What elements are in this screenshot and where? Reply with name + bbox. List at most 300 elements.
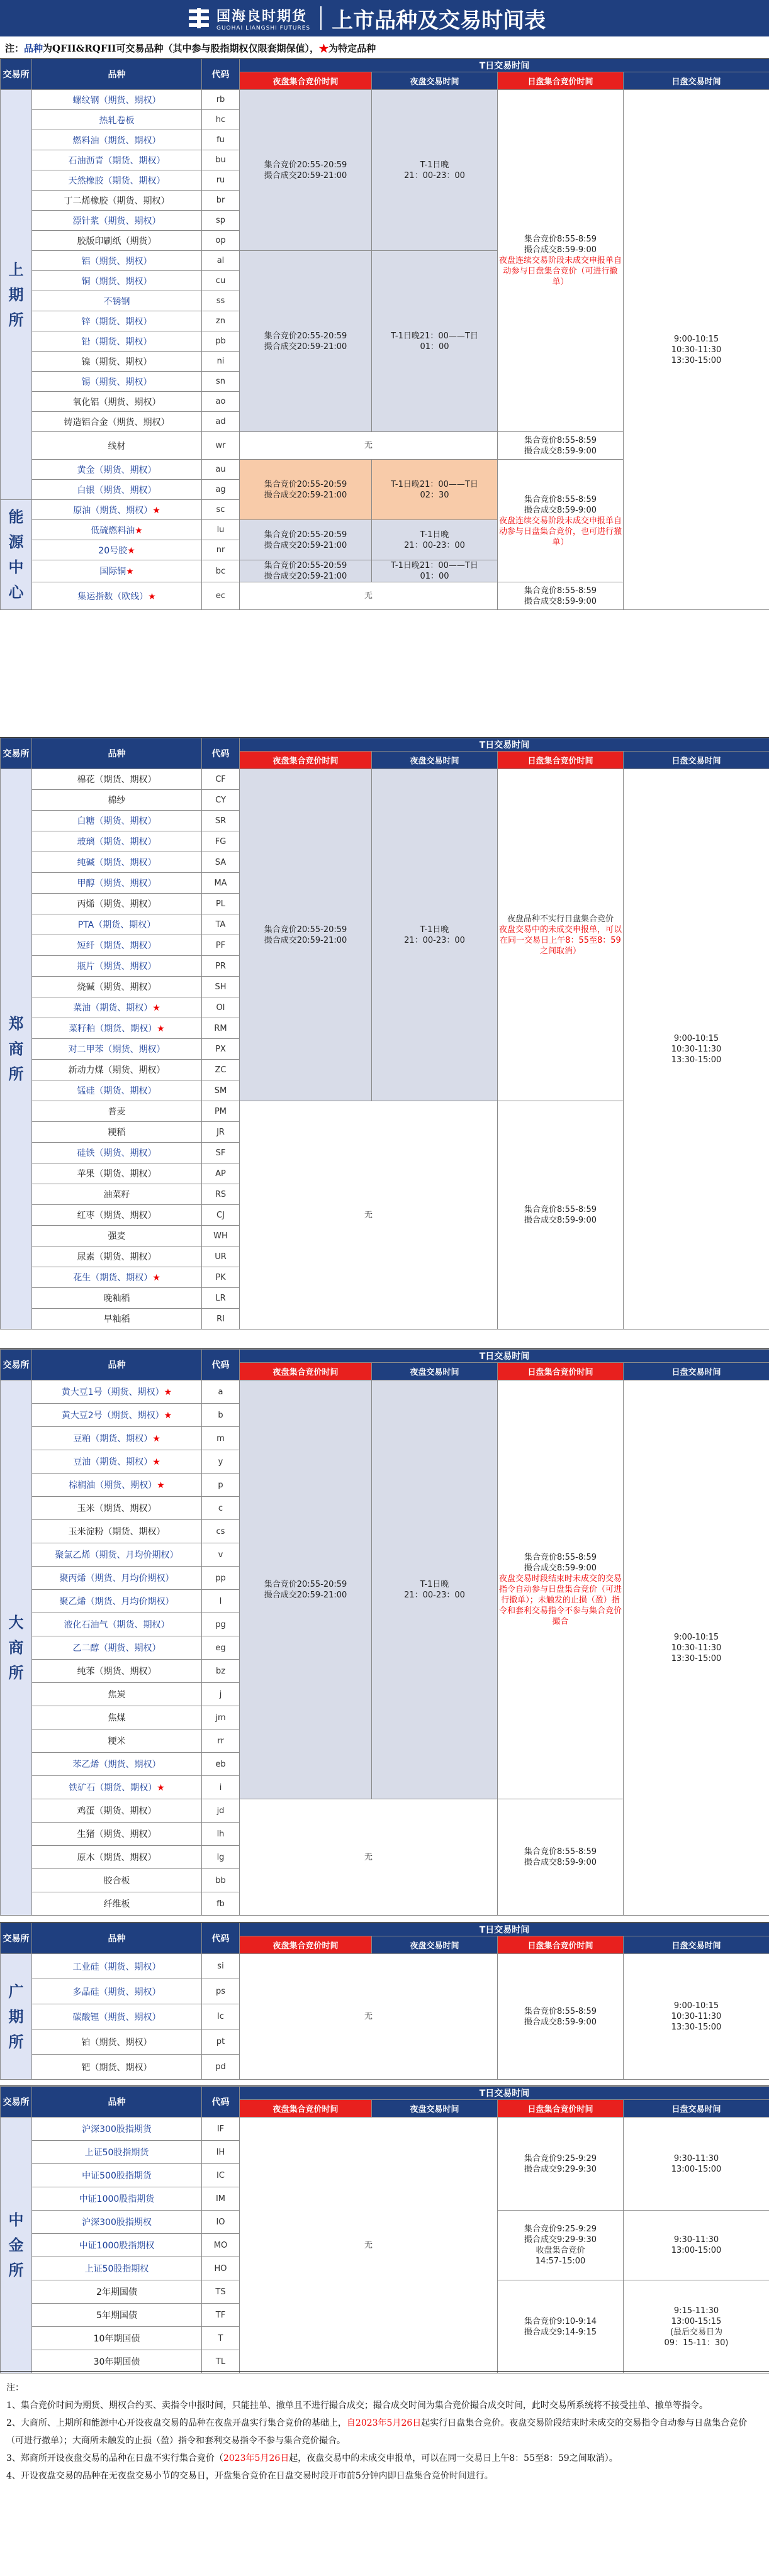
product-code: IM — [202, 2187, 240, 2211]
special-star: ★ — [135, 525, 143, 536]
product-code: UR — [202, 1246, 240, 1267]
day-trade-cell: 9:00-10:15 10:30-11:30 13:30-15:00 — [624, 769, 769, 1330]
day-trade-cell: 9:00-10:15 10:30-11:30 13:30-15:00 — [624, 1954, 769, 2080]
product-name: 纯苯（期货、期权） — [32, 1660, 202, 1683]
product-code: bb — [202, 1869, 240, 1892]
product-name: 甲醇（期货、期权） — [32, 873, 202, 894]
table-row — [1, 1954, 769, 1979]
product-code: RM — [202, 1018, 240, 1039]
column-night-auction: 夜盘集合竞价时间 — [240, 72, 372, 90]
product-name: 玉米淀粉（期货、期权） — [32, 1520, 202, 1543]
special-star: ★ — [127, 545, 135, 556]
product-name: 铜（期货、期权） — [32, 271, 202, 291]
product-code: y — [202, 1450, 240, 1474]
product-name: 强麦 — [32, 1226, 202, 1246]
night-trade-cell: T-1日晚 21：00-23：00 — [372, 769, 498, 1101]
special-star: ★ — [126, 567, 134, 577]
footnote-3-a: 3、郑商所开设夜盘交易的品种在日盘不实行集合竞价（ — [6, 2453, 223, 2463]
product-name: 铝（期货、期权） — [32, 251, 202, 271]
product-name: 沪深300股指期货 — [32, 2118, 202, 2141]
product-code: fu — [202, 130, 240, 150]
product-name: 棉纱 — [32, 790, 202, 811]
product-code: sn — [202, 372, 240, 392]
product-name: 生猪（期货、期权） — [32, 1823, 202, 1846]
day-auction-cell: 集合竞价8:55-8:59 撮合成交8:59-9:00 夜盘连续交易阶段未成交申报单自动参与日盘集合竞价（可进行撤单） — [498, 90, 624, 432]
special-star: ★ — [164, 1387, 172, 1397]
product-code: RI — [202, 1309, 240, 1330]
day-auction-cell: 集合竞价8:55-8:59 撮合成交8:59-9:00 — [498, 1799, 624, 1916]
product-code: c — [202, 1497, 240, 1520]
product-code: PR — [202, 956, 240, 977]
product-code: JR — [202, 1122, 240, 1143]
product-name: 菜油（期货、期权）★ — [32, 997, 202, 1018]
product-name: 玻璃（期货、期权） — [32, 831, 202, 852]
product-code: CF — [202, 769, 240, 790]
product-name: 白糖（期货、期权） — [32, 811, 202, 831]
note-text-1: 为QFII&RQFII可交易品种（其中参与股指期权仅限套期保值）， — [43, 43, 320, 54]
night-auction-cell: 集合竞价20:55-20:59 撮合成交20:59-21:00 — [240, 90, 372, 251]
footnote-4: 4、开设夜盘交易的品种在无夜盘交易小节的交易日，开盘集合竞价在日盘交易时段开市前5分钟内即日盘集合竞价时间进行。 — [6, 2471, 493, 2481]
column-t-day: T日交易时间 — [240, 2087, 769, 2100]
logo-chinese-name: 国海良时期货 — [216, 8, 308, 25]
column-day-trade: 日盘交易时间 — [624, 72, 769, 90]
footnote-label: 注： — [6, 2383, 24, 2393]
product-code: CJ — [202, 1205, 240, 1226]
special-star: ★ — [152, 1273, 160, 1283]
day-auction-cell: 集合竞价9:25-9:29 撮合成交9:29-9:30 — [498, 2118, 624, 2211]
special-star: ★ — [157, 1783, 165, 1793]
column-product: 品种 — [32, 59, 202, 90]
note-prefix: 注： — [5, 43, 25, 54]
table-dce — [0, 1349, 769, 1916]
product-name: 晚籼稻 — [32, 1288, 202, 1309]
product-name: 镍（期货、期权） — [32, 352, 202, 372]
product-code: sp — [202, 211, 240, 231]
column-exchange: 交易所 — [1, 1350, 32, 1380]
footnote-2-b: 起实行日盘集合竞价。夜盘交易阶段结束时未成交的交易指令自动参与日盘集合竞价（可进行撤单）；大商所未触发的止损（盈）指令和套利交易指令不参与集合竞价撮合。 — [6, 2418, 748, 2446]
product-code: b — [202, 1404, 240, 1427]
product-code: op — [202, 231, 240, 251]
table-shfe — [0, 58, 769, 610]
logo-english-name: GUOHAI LIANGSHI FUTURES — [216, 25, 311, 31]
special-star: ★ — [152, 505, 160, 516]
column-exchange: 交易所 — [1, 2087, 32, 2118]
product-name: 聚丙烯（期货、月均价期权） — [32, 1567, 202, 1590]
product-code: ZC — [202, 1060, 240, 1080]
column-code: 代码 — [202, 738, 240, 769]
product-name: 漂针浆（期货、期权） — [32, 211, 202, 231]
night-none-cell: 无 — [240, 582, 498, 610]
product-code: SR — [202, 811, 240, 831]
product-name: 集运指数（欧线）★ — [32, 582, 202, 610]
product-name: 对二甲苯（期货、期权） — [32, 1039, 202, 1060]
product-code: TF — [202, 2304, 240, 2327]
product-name: 新动力煤（期货、期权） — [32, 1060, 202, 1080]
product-name: 多晶硅（期货、期权） — [32, 1979, 202, 2004]
day-auction-cell: 集合竞价9:10-9:14 撮合成交9:14-9:15 — [498, 2280, 624, 2373]
product-name: 丙烯（期货、期权） — [32, 894, 202, 914]
column-t-day: T日交易时间 — [240, 738, 769, 752]
footnote-3 — [6, 2450, 763, 2467]
night-auction-cell: 集合竞价20:55-20:59 撮合成交20:59-21:00 — [240, 769, 372, 1101]
product-name: 液化石油气（期货、期权） — [32, 1613, 202, 1636]
product-code: IC — [202, 2164, 240, 2187]
column-code: 代码 — [202, 2087, 240, 2118]
product-code: MO — [202, 2234, 240, 2257]
day-auction-cell: 集合竞价8:55-8:59 撮合成交8:59-9:00 — [498, 582, 624, 610]
product-name: 10年期国债 — [32, 2327, 202, 2350]
column-product: 品种 — [32, 738, 202, 769]
night-none-cell: 无 — [240, 432, 498, 460]
product-name: 铂（期货、期权） — [32, 2029, 202, 2055]
exchange-ine: 能 源 中 心 — [1, 500, 32, 610]
product-name: 20号胶★ — [32, 540, 202, 560]
header-row-1 — [1, 1350, 769, 1363]
logo-mark-icon — [186, 6, 211, 31]
product-code: CY — [202, 790, 240, 811]
product-name: 短纤（期货、期权） — [32, 935, 202, 956]
header-divider — [320, 6, 322, 30]
product-name: 锌（期货、期权） — [32, 311, 202, 331]
product-code: PX — [202, 1039, 240, 1060]
product-code: hc — [202, 110, 240, 130]
product-name: 玉米（期货、期权） — [32, 1497, 202, 1520]
header-row-1 — [1, 738, 769, 752]
night-auction-cell: 集合竞价20:55-20:59 撮合成交20:59-21:00 — [240, 520, 372, 560]
product-code: eg — [202, 1636, 240, 1660]
product-name: 焦煤 — [32, 1706, 202, 1729]
product-code: cs — [202, 1520, 240, 1543]
product-code: pt — [202, 2029, 240, 2055]
product-name: 热轧卷板 — [32, 110, 202, 130]
product-code: pd — [202, 2055, 240, 2080]
product-code: ad — [202, 412, 240, 432]
product-name: 棕榈油（期货、期权）★ — [32, 1474, 202, 1497]
product-code: i — [202, 1776, 240, 1799]
product-name: 丁二烯橡胶（期货、期权） — [32, 191, 202, 211]
product-name: PTA（期货、期权） — [32, 914, 202, 935]
column-day-auction: 日盘集合竞价时间 — [498, 1936, 624, 1954]
product-code: ag — [202, 480, 240, 500]
column-night-auction: 夜盘集合竞价时间 — [240, 1936, 372, 1954]
night-none-cell: 无 — [240, 1799, 498, 1916]
product-code: HO — [202, 2257, 240, 2280]
footnote-2-a: 2、大商所、上期所和能源中心开设夜盘交易的品种在夜盘开盘实行集合竞价的基础上， — [6, 2418, 347, 2428]
product-code: lh — [202, 1823, 240, 1846]
product-code: rb — [202, 90, 240, 110]
legend-note — [0, 36, 769, 58]
night-trade-cell: T-1日晚21：00——T日 01：00 — [372, 251, 498, 432]
note-star: ★ — [319, 43, 329, 54]
product-name: 普麦 — [32, 1101, 202, 1122]
product-name: 黄大豆2号（期货、期权）★ — [32, 1404, 202, 1427]
product-code: T — [202, 2327, 240, 2350]
product-name: 白银（期货、期权） — [32, 480, 202, 500]
product-name: 烧碱（期货、期权） — [32, 977, 202, 997]
product-name: 粳米 — [32, 1729, 202, 1753]
product-code: jm — [202, 1706, 240, 1729]
night-trade-cell: T-1日晚 21：00-23：00 — [372, 1380, 498, 1799]
product-code: SA — [202, 852, 240, 873]
table-czce — [0, 738, 769, 1330]
column-day-auction: 日盘集合竞价时间 — [498, 2100, 624, 2118]
header-bar — [0, 0, 769, 36]
product-code: rr — [202, 1729, 240, 1753]
product-code: cu — [202, 271, 240, 291]
product-code: MA — [202, 873, 240, 894]
day-auction-note: 夜盘交易中的未成交申报单，可以在同一交易日上午8：55至8：59之间取消） — [498, 924, 622, 956]
product-code: j — [202, 1683, 240, 1706]
column-product: 品种 — [32, 1923, 202, 1954]
product-name: 中证500股指期货 — [32, 2164, 202, 2187]
footnote-3-date: 2023年5月26日 — [223, 2453, 289, 2463]
table-row — [1, 769, 769, 790]
product-name: 2年期国债 — [32, 2280, 202, 2304]
product-name: 铅（期货、期权） — [32, 331, 202, 352]
column-day-auction: 日盘集合竞价时间 — [498, 752, 624, 769]
column-code: 代码 — [202, 59, 240, 90]
night-none-cell: 无 — [240, 1101, 498, 1330]
company-logo — [186, 6, 310, 31]
product-code: AP — [202, 1163, 240, 1184]
night-auction-cell: 集合竞价20:55-20:59 撮合成交20:59-21:00 — [240, 1380, 372, 1799]
product-code: WH — [202, 1226, 240, 1246]
special-star: ★ — [152, 1003, 160, 1013]
product-code: pb — [202, 331, 240, 352]
night-none-cell: 无 — [240, 1954, 498, 2080]
product-code: lc — [202, 2004, 240, 2029]
column-code: 代码 — [202, 1350, 240, 1380]
product-name: 硅铁（期货、期权） — [32, 1143, 202, 1163]
product-code: IO — [202, 2211, 240, 2234]
section-gfex — [0, 1922, 769, 2080]
product-name: 氧化铝（期货、期权） — [32, 392, 202, 412]
column-night-auction: 夜盘集合竞价时间 — [240, 2100, 372, 2118]
product-code: bz — [202, 1660, 240, 1683]
product-code: a — [202, 1380, 240, 1404]
product-code: PK — [202, 1267, 240, 1288]
product-code: sc — [202, 500, 240, 520]
product-code: v — [202, 1543, 240, 1567]
night-trade-cell: T-1日晚21：00——T日 01：00 — [372, 560, 498, 582]
product-name: 聚氯乙烯（期货、月均价期权） — [32, 1543, 202, 1567]
special-star: ★ — [157, 1024, 165, 1034]
product-code: PF — [202, 935, 240, 956]
day-trade-cell: 9:00-10:15 10:30-11:30 13:30-15:00 — [624, 90, 769, 610]
product-name: 5年期国债 — [32, 2304, 202, 2327]
product-code: PL — [202, 894, 240, 914]
product-name: 螺纹钢（期货、期权） — [32, 90, 202, 110]
footnote-2-date: 自2023年5月26日 — [346, 2418, 422, 2428]
product-code: RS — [202, 1184, 240, 1205]
product-code: ps — [202, 1979, 240, 2004]
night-trade-cell: T-1日晚 21：00-23：00 — [372, 520, 498, 560]
product-name: 锡（期货、期权） — [32, 372, 202, 392]
column-night-trade: 夜盘交易时间 — [372, 2100, 498, 2118]
night-auction-cell: 集合竞价20:55-20:59 撮合成交20:59-21:00 — [240, 460, 372, 520]
product-code: al — [202, 251, 240, 271]
column-day-trade: 日盘交易时间 — [624, 1363, 769, 1380]
product-name: 中证1000股指期货 — [32, 2187, 202, 2211]
product-code: ss — [202, 291, 240, 311]
product-name: 胶版印刷纸（期货） — [32, 231, 202, 251]
night-trade-cell: T-1日晚21：00——T日 02：30 — [372, 460, 498, 520]
night-auction-cell: 集合竞价20:55-20:59 撮合成交20:59-21:00 — [240, 560, 372, 582]
product-code: eb — [202, 1753, 240, 1776]
exchange-cffex: 中 金 所 — [1, 2118, 32, 2373]
product-code: ao — [202, 392, 240, 412]
product-name: 石油沥青（期货、期权） — [32, 150, 202, 170]
product-code: PM — [202, 1101, 240, 1122]
column-night-trade: 夜盘交易时间 — [372, 72, 498, 90]
day-auction-cell: 夜盘品种不实行日盘集合竞价 夜盘交易中的未成交申报单，可以在同一交易日上午8：55至8：59之间取消） — [498, 769, 624, 1101]
product-name: 粳稻 — [32, 1122, 202, 1143]
column-exchange: 交易所 — [1, 1923, 32, 1954]
column-exchange: 交易所 — [1, 59, 32, 90]
special-star: ★ — [148, 591, 156, 602]
table-row — [1, 90, 769, 110]
product-name: 红枣（期货、期权） — [32, 1205, 202, 1226]
day-auction-cell: 集合竞价8:55-8:59 撮合成交8:59-9:00 — [498, 432, 624, 460]
section-shfe — [0, 58, 769, 610]
product-name: 天然橡胶（期货、期权） — [32, 170, 202, 191]
section-dce — [0, 1348, 769, 1916]
product-name: 低硫燃料油★ — [32, 520, 202, 540]
day-trade-cell: 9:15-11:30 13:00-15:15 (最后交易日为 09：15-11：30) — [624, 2280, 769, 2373]
header-row-1 — [1, 1923, 769, 1936]
table-row — [1, 2118, 769, 2141]
column-day-trade: 日盘交易时间 — [624, 2100, 769, 2118]
product-name: 豆油（期货、期权）★ — [32, 1450, 202, 1474]
column-night-auction: 夜盘集合竞价时间 — [240, 752, 372, 769]
section-cffex — [0, 2085, 769, 2373]
table-gfex — [0, 1923, 769, 2080]
product-code: wr — [202, 432, 240, 460]
product-name: 碳酸锂（期货、期权） — [32, 2004, 202, 2029]
day-auction-cell: 集合竞价8:55-8:59 撮合成交8:59-9:00 夜盘交易时段结束时未成交的交易指令自动参与日盘集合竞价（可进行撤单）；未触发的止损（盈）指令和套利交易指令不参与集合竞价撮合 — [498, 1380, 624, 1799]
product-name: 苯乙烯（期货、期权） — [32, 1753, 202, 1776]
product-code: IH — [202, 2141, 240, 2164]
product-name: 黄大豆1号（期货、期权）★ — [32, 1380, 202, 1404]
product-name: 早籼稻 — [32, 1309, 202, 1330]
column-t-day: T日交易时间 — [240, 1923, 769, 1936]
product-code: SF — [202, 1143, 240, 1163]
column-code: 代码 — [202, 1923, 240, 1954]
exchange-shfe: 上 期 所 — [1, 90, 32, 500]
product-name: 瓶片（期货、期权） — [32, 956, 202, 977]
special-star: ★ — [157, 1480, 165, 1491]
product-code: SH — [202, 977, 240, 997]
product-code: TA — [202, 914, 240, 935]
product-code: TS — [202, 2280, 240, 2304]
day-auction-note: 夜盘连续交易阶段未成交申报单自动参与日盘集合竞价，也可进行撤单） — [498, 516, 622, 547]
night-trade-cell: T-1日晚 21：00-23：00 — [372, 90, 498, 251]
day-auction-cell: 集合竞价8:55-8:59 撮合成交8:59-9:00 — [498, 1954, 624, 2080]
product-name: 胶合板 — [32, 1869, 202, 1892]
table-row — [1, 1380, 769, 1404]
day-auction-cell: 集合竞价8:55-8:59 撮合成交8:59-9:00 夜盘连续交易阶段未成交申报单自动参与日盘集合竞价，也可进行撤单） — [498, 460, 624, 582]
product-name: 焦炭 — [32, 1683, 202, 1706]
product-code: SM — [202, 1080, 240, 1101]
product-name: 纯碱（期货、期权） — [32, 852, 202, 873]
column-day-trade: 日盘交易时间 — [624, 1936, 769, 1954]
day-auction-note: 夜盘连续交易阶段未成交申报单自动参与日盘集合竞价（可进行撤单） — [498, 256, 622, 287]
special-star: ★ — [164, 1411, 172, 1421]
day-auction-note: 夜盘交易时段结束时未成交的交易指令自动参与日盘集合竞价（可进行撤单）；未触发的止损（盈）指令和套利交易指令不参与集合竞价撮合 — [498, 1574, 622, 1626]
product-code: ru — [202, 170, 240, 191]
column-product: 品种 — [32, 1350, 202, 1380]
section-czce — [0, 737, 769, 1330]
product-name: 原木（期货、期权） — [32, 1846, 202, 1869]
product-code: nr — [202, 540, 240, 560]
product-name: 上证50股指期货 — [32, 2141, 202, 2164]
product-name: 燃料油（期货、期权） — [32, 130, 202, 150]
product-name: 油菜籽 — [32, 1184, 202, 1205]
day-trade-cell: 9:30-11:30 13:00-15:00 — [624, 2118, 769, 2211]
special-star: ★ — [152, 1434, 160, 1444]
header-row-1 — [1, 59, 769, 72]
product-name: 中证1000股指期权 — [32, 2234, 202, 2257]
product-code: p — [202, 1474, 240, 1497]
product-name: 棉花（期货、期权） — [32, 769, 202, 790]
product-name: 苹果（期货、期权） — [32, 1163, 202, 1184]
product-code: IF — [202, 2118, 240, 2141]
column-exchange: 交易所 — [1, 738, 32, 769]
product-code: m — [202, 1427, 240, 1450]
exchange-gfex: 广 期 所 — [1, 1954, 32, 2080]
product-code: bu — [202, 150, 240, 170]
product-name: 纤维板 — [32, 1892, 202, 1916]
product-code: pp — [202, 1567, 240, 1590]
product-code: ni — [202, 352, 240, 372]
product-name: 不锈钢 — [32, 291, 202, 311]
product-code: au — [202, 460, 240, 480]
product-code: ec — [202, 582, 240, 610]
column-night-trade: 夜盘交易时间 — [372, 1363, 498, 1380]
product-name: 锰硅（期货、期权） — [32, 1080, 202, 1101]
day-trade-cell: 9:30-11:30 13:00-15:00 — [624, 2211, 769, 2280]
product-code: pg — [202, 1613, 240, 1636]
product-name: 豆粕（期货、期权）★ — [32, 1427, 202, 1450]
product-name: 上证50股指期权 — [32, 2257, 202, 2280]
product-name: 黄金（期货、期权） — [32, 460, 202, 480]
product-name: 钯（期货、期权） — [32, 2055, 202, 2080]
product-name: 尿素（期货、期权） — [32, 1246, 202, 1267]
table-cffex — [0, 2086, 769, 2373]
day-auction-cell: 集合竞价8:55-8:59 撮合成交8:59-9:00 — [498, 1101, 624, 1330]
footnotes — [0, 2371, 769, 2576]
exchange-dce: 大 商 所 — [1, 1380, 32, 1916]
product-name: 30年期国债 — [32, 2350, 202, 2373]
product-name: 线材 — [32, 432, 202, 460]
column-night-trade: 夜盘交易时间 — [372, 752, 498, 769]
product-code: fb — [202, 1892, 240, 1916]
product-code: bc — [202, 560, 240, 582]
column-day-auction: 日盘集合竞价时间 — [498, 1363, 624, 1380]
column-t-day: T日交易时间 — [240, 1350, 769, 1363]
product-code: l — [202, 1590, 240, 1613]
note-highlight: 品种 — [24, 43, 43, 54]
column-day-trade: 日盘交易时间 — [624, 752, 769, 769]
special-star: ★ — [152, 1457, 160, 1467]
exchange-czce: 郑 商 所 — [1, 769, 32, 1330]
product-name: 国际铜★ — [32, 560, 202, 582]
product-code: br — [202, 191, 240, 211]
column-night-auction: 夜盘集合竞价时间 — [240, 1363, 372, 1380]
column-t-day: T日交易时间 — [240, 59, 769, 72]
product-name: 鸡蛋（期货、期权） — [32, 1799, 202, 1823]
product-code: jd — [202, 1799, 240, 1823]
